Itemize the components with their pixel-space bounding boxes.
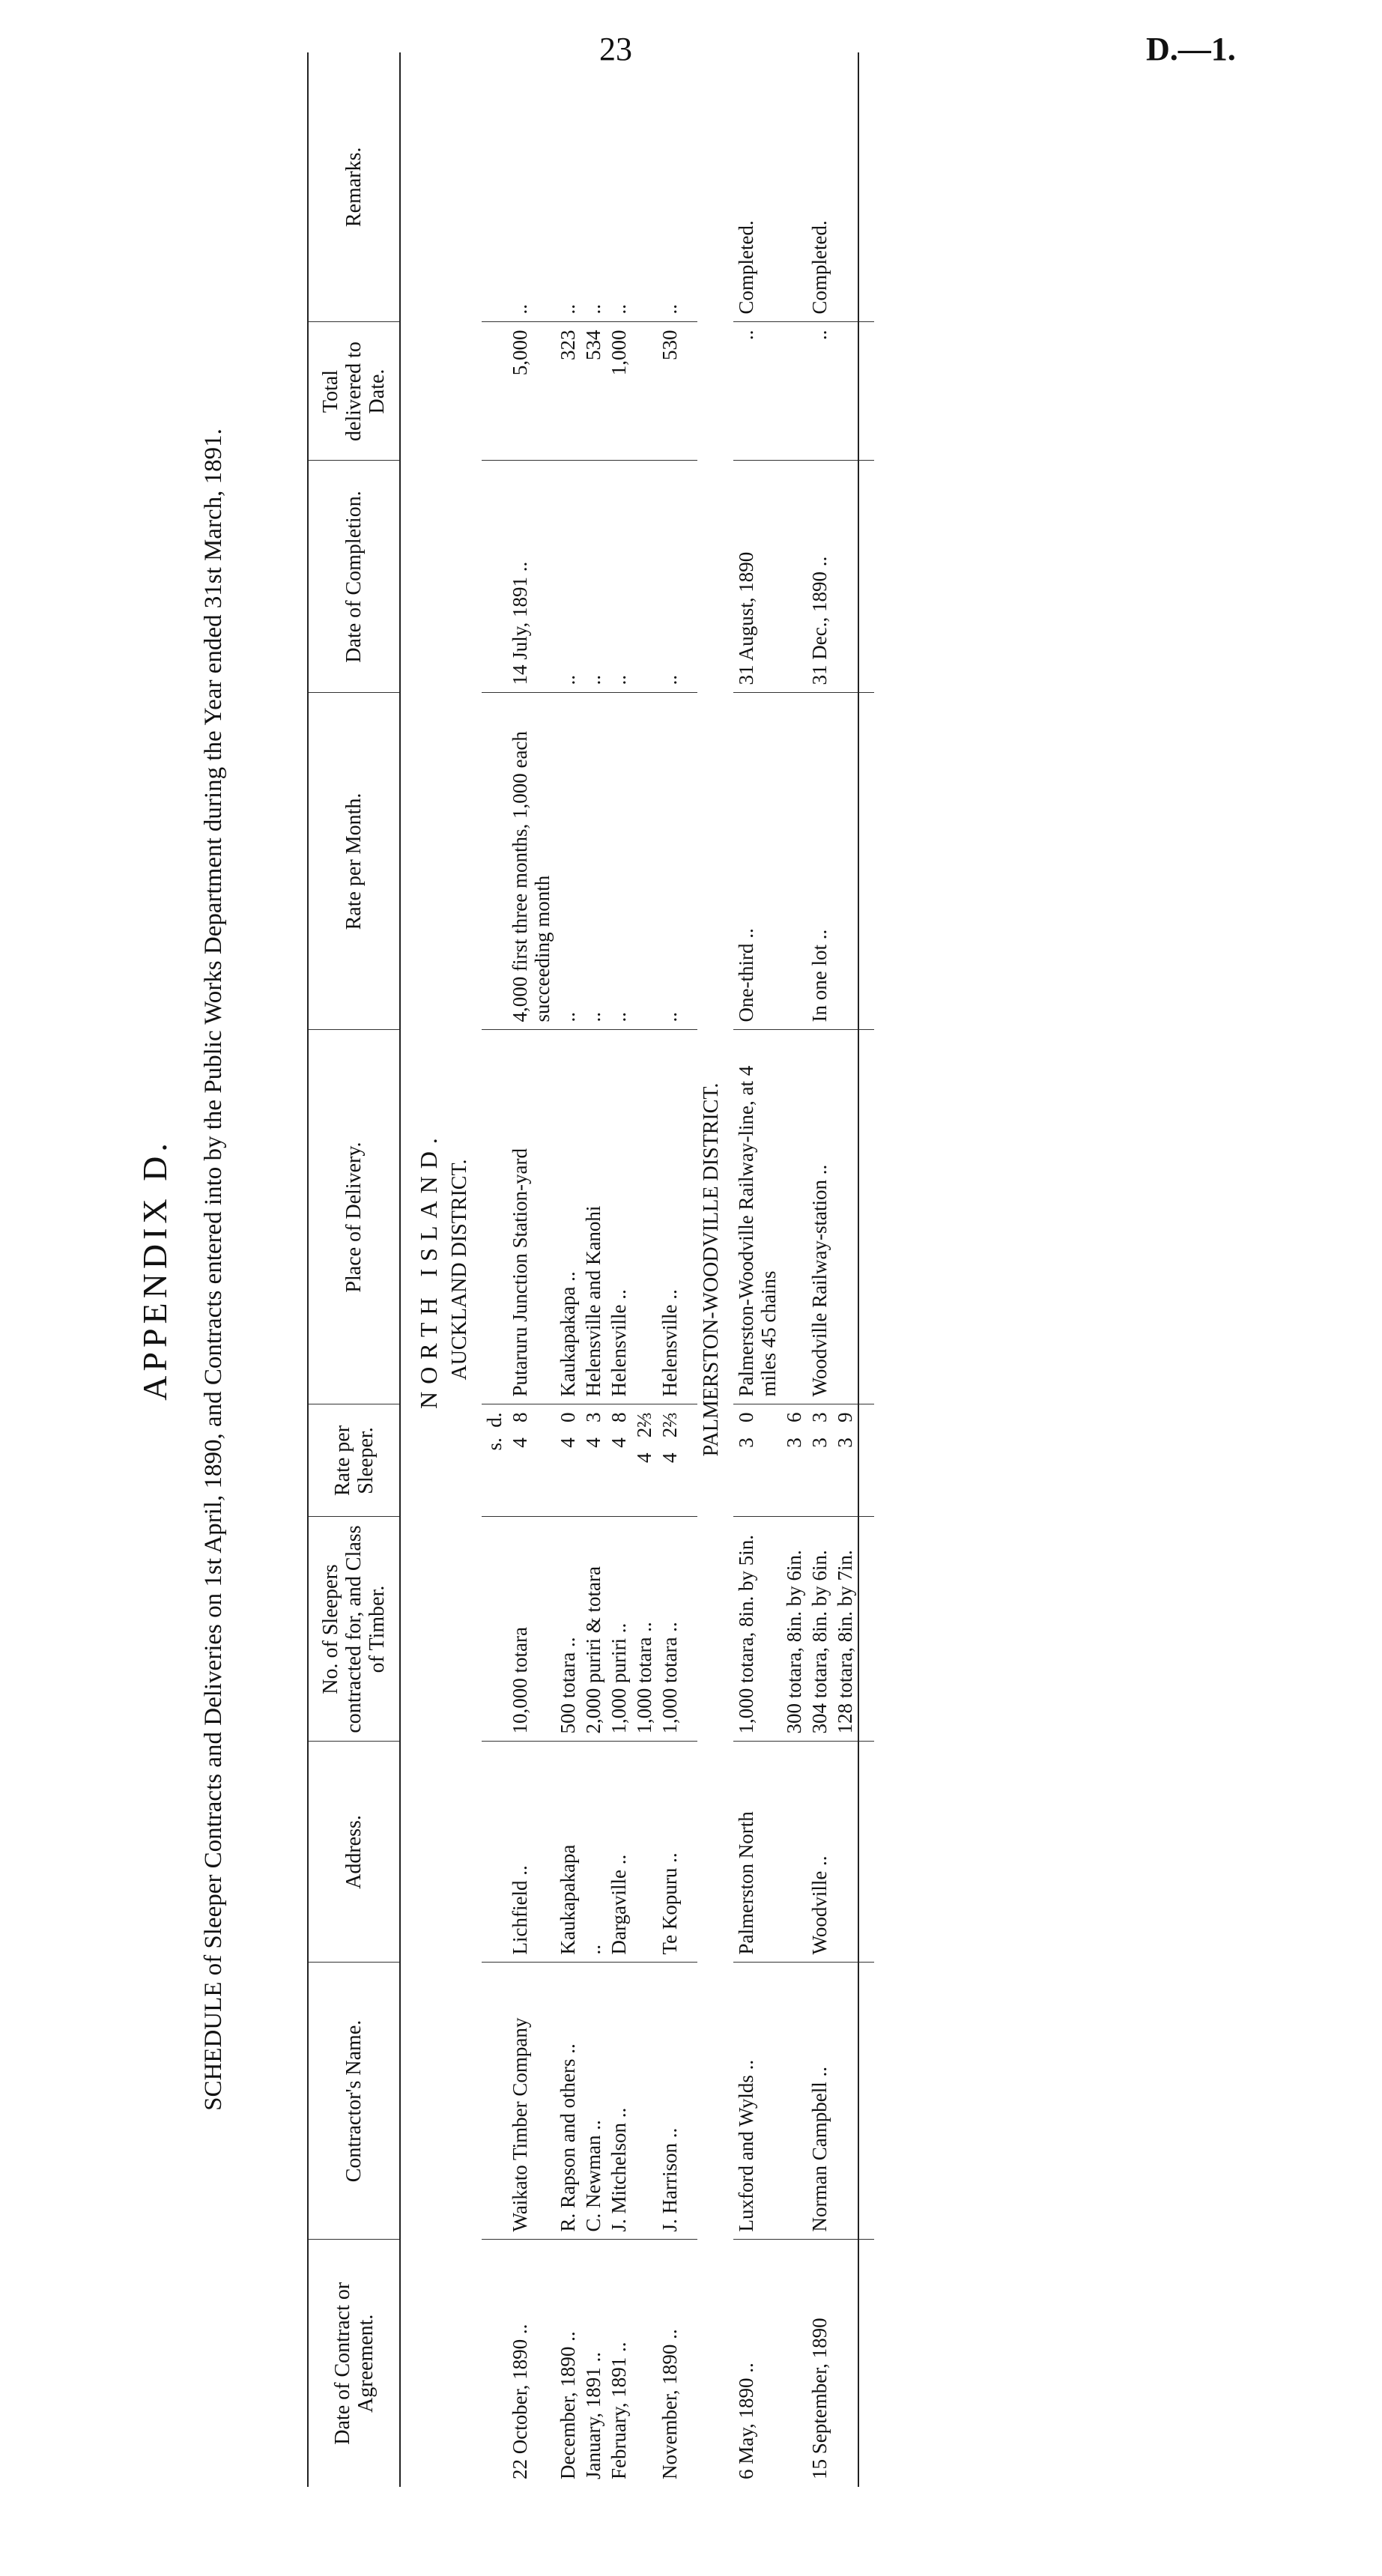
table-cell: 500 totara ..: [555, 1517, 581, 1742]
table-cell: Lichfield ..: [507, 1742, 555, 1963]
table-cell: [482, 1517, 507, 1742]
table-cell: In one lot ..: [807, 693, 832, 1030]
rotated-schedule: [135, 52, 1258, 2487]
table-cell: J. Mitchelson ..: [606, 1963, 631, 2240]
column-header: Rate per Month.: [308, 693, 400, 1030]
district-heading: [446, 52, 482, 2487]
table-cell: [781, 52, 807, 322]
table-cell: ..: [606, 52, 631, 322]
table-cell: [858, 693, 874, 1030]
table-cell: 6 May, 1890 ..: [735, 2363, 757, 2479]
table-cell: February, 1891 ..: [607, 2342, 630, 2479]
units-row: [482, 52, 507, 2487]
table-cell: Kaukapakapa: [555, 1742, 581, 1963]
table-cell: [858, 322, 874, 461]
rate-pence: 0: [735, 1412, 757, 1422]
table-cell: [781, 1963, 807, 2240]
table-cell: [832, 1404, 858, 1517]
table-cell: [781, 322, 807, 461]
page-number: 23: [599, 31, 632, 67]
district-heading: [697, 52, 733, 2487]
table-cell: [682, 693, 697, 1030]
table-cell: [482, 322, 507, 461]
table-cell: 10,000 totara: [507, 1517, 555, 1742]
table-cell: 530: [657, 322, 682, 461]
table-cell: [555, 1404, 581, 1517]
table-cell: [832, 2240, 858, 2487]
table-cell: Completed.: [807, 52, 832, 322]
table-cell: [631, 1742, 657, 1963]
table-cell: Dargaville ..: [606, 1742, 631, 1963]
table-cell: [858, 461, 874, 693]
table-cell: Helensville ..: [657, 1030, 682, 1404]
table-cell: [781, 1742, 807, 1963]
table-cell: [781, 1404, 807, 1517]
table-cell: [781, 461, 807, 693]
rate-shillings: 4: [607, 1437, 630, 1448]
table-cell: 1,000: [606, 322, 631, 461]
rate-pence: 3: [808, 1412, 831, 1422]
table-cell: [733, 1404, 781, 1517]
rate-shillings: 4: [633, 1452, 655, 1463]
table-cell: [682, 1404, 697, 1517]
column-header: Date of Contract or Agreement.: [308, 2240, 400, 2487]
table-cell: 304 totara, 8in. by 6in.: [807, 1517, 832, 1742]
table-cell: Woodville ..: [807, 1742, 832, 1963]
table-cell: 31 Dec., 1890 ..: [807, 461, 832, 693]
rate-pence: 8: [509, 1412, 531, 1422]
island-heading: [400, 52, 446, 2487]
table-cell: [631, 2240, 657, 2487]
table-cell: Norman Campbell ..: [807, 1963, 832, 2240]
table-cell: [832, 1963, 858, 2240]
table-cell: [832, 461, 858, 693]
rate-pence: 0: [557, 1412, 579, 1422]
table-row: [657, 52, 682, 2487]
spacer-row: [858, 52, 874, 2487]
unit-shillings: s.: [483, 1437, 506, 1451]
table-cell: ..: [657, 461, 682, 693]
table-cell: [682, 1030, 697, 1404]
rate-pence: 2⅔: [658, 1412, 681, 1438]
rate-shillings: 3: [735, 1437, 757, 1448]
table-cell: [682, 1742, 697, 1963]
table-cell: [482, 1963, 507, 2240]
table-row: [832, 52, 858, 2487]
table-cell: R. Rapson and others ..: [555, 1963, 581, 2240]
column-header: Place of Delivery.: [308, 1030, 400, 1404]
table-cell: Putaruru Junction Station-yard: [507, 1030, 555, 1404]
table-cell: [606, 1404, 631, 1517]
header-row: [308, 52, 400, 2487]
table-cell: 1,000 totara ..: [631, 1517, 657, 1742]
sleeper-contracts-table: [307, 52, 874, 2487]
table-cell: 300 totara, 8in. by 6in.: [781, 1517, 807, 1742]
table-cell: ..: [733, 322, 781, 461]
island-heading-label: NORTH ISLAND.: [415, 1130, 442, 1409]
table-cell: 2,000 puriri & totara: [581, 1517, 606, 1742]
table-cell: [581, 1404, 606, 1517]
rate-pence: 2⅔: [633, 1412, 655, 1438]
column-header: No. of Sleepers contracted for, and Class of Timber.: [308, 1517, 400, 1742]
unit-pence: d.: [483, 1412, 506, 1428]
table-row: [807, 52, 832, 2487]
table-cell: [781, 1030, 807, 1404]
district-heading-label: PALMERSTON-WOODVILLE DISTRICT.: [700, 1082, 723, 1457]
table-row: [581, 52, 606, 2487]
table-cell: 14 July, 1891 ..: [507, 461, 555, 693]
district-heading-label: AUCKLAND DISTRICT.: [448, 1159, 471, 1381]
table-cell: 15 September, 1890: [808, 2318, 831, 2479]
table-cell: [832, 52, 858, 322]
table-cell: [507, 1404, 555, 1517]
table-cell: 1,000 totara, 8in. by 5in.: [733, 1517, 781, 1742]
table-cell: [858, 52, 874, 322]
table-cell: [682, 461, 697, 693]
table-cell: [631, 1963, 657, 2240]
table-row: [733, 52, 781, 2487]
rate-shillings: 4: [509, 1437, 531, 1448]
table-cell: Waikato Timber Company: [507, 1963, 555, 2240]
rate-pence: 9: [834, 1412, 856, 1422]
table-cell: ..: [581, 693, 606, 1030]
table-cell: [858, 1404, 874, 1517]
table-row: [555, 52, 581, 2487]
table-cell: [858, 1030, 874, 1404]
table-cell: [482, 2240, 507, 2487]
table-cell: ..: [606, 461, 631, 693]
rate-shillings: 3: [808, 1437, 831, 1448]
table-cell: 1,000 puriri ..: [606, 1517, 631, 1742]
table-cell: [482, 1404, 507, 1517]
table-cell: [631, 1404, 657, 1517]
table-cell: 31 August, 1890: [733, 461, 781, 693]
table-cell: C. Newman ..: [581, 1963, 606, 2240]
spacer-row: [682, 52, 697, 2487]
table-cell: [682, 1517, 697, 1742]
table-cell: ..: [657, 52, 682, 322]
column-header: Rate per Sleeper.: [308, 1404, 400, 1517]
table-cell: [482, 693, 507, 1030]
table-cell: ..: [657, 693, 682, 1030]
table-cell: ..: [507, 52, 555, 322]
table-cell: 128 totara, 8in. by 7in.: [832, 1517, 858, 1742]
table-cell: [631, 322, 657, 461]
table-row: [631, 52, 657, 2487]
rate-pence: 3: [582, 1412, 604, 1422]
column-header: Remarks.: [308, 52, 400, 322]
table-cell: November, 1890 ..: [658, 2329, 681, 2479]
table-cell: [807, 1404, 832, 1517]
table-cell: January, 1891 ..: [582, 2352, 604, 2479]
table-row: [507, 52, 555, 2487]
column-header: Total delivered to Date.: [308, 322, 400, 461]
table-cell: [482, 52, 507, 322]
table-cell: ..: [606, 693, 631, 1030]
table-cell: [482, 1030, 507, 1404]
table-cell: [682, 2240, 697, 2487]
table-cell: [858, 1517, 874, 1742]
table-cell: 1,000 totara ..: [657, 1517, 682, 1742]
table-cell: 5,000: [507, 322, 555, 461]
rate-shillings: 4: [557, 1437, 579, 1448]
table-cell: Helensville ..: [606, 1030, 631, 1404]
table-cell: [631, 461, 657, 693]
table-row: [781, 52, 807, 2487]
table-cell: ..: [807, 322, 832, 461]
table-cell: [781, 693, 807, 1030]
rate-shillings: 3: [783, 1437, 805, 1448]
schedule-title: SCHEDULE of Sleeper Contracts and Deliveries on 1st April, 1890, and Contracts entered into by the Public Works Department during the Year ended 31st March, 1891.: [200, 428, 227, 2111]
rate-pence: 8: [607, 1412, 630, 1422]
table-cell: ..: [555, 461, 581, 693]
table-cell: 4,000 first three months, 1,000 each succeeding month: [507, 693, 555, 1030]
table-cell: Kaukapakapa ..: [555, 1030, 581, 1404]
table-cell: 22 October, 1890 ..: [509, 2324, 531, 2479]
table-cell: [631, 1030, 657, 1404]
table-cell: Helensville and Kanohi: [581, 1030, 606, 1404]
table-cell: Te Kopuru ..: [657, 1742, 682, 1963]
table-cell: Completed.: [733, 52, 781, 322]
table-cell: [858, 2240, 874, 2487]
table-cell: [482, 461, 507, 693]
column-header: Address.: [308, 1742, 400, 1963]
appendix-heading: APPENDIX D.: [136, 1139, 174, 1401]
table-cell: J. Harrison ..: [657, 1963, 682, 2240]
table-cell: Woodville Railway-station ..: [807, 1030, 832, 1404]
table-row: [606, 52, 631, 2487]
table-cell: [832, 1030, 858, 1404]
column-header: Date of Completion.: [308, 461, 400, 693]
table-cell: [631, 693, 657, 1030]
table-cell: 323: [555, 322, 581, 461]
rate-pence: 6: [783, 1412, 805, 1422]
table-cell: December, 1890 ..: [557, 2331, 579, 2479]
table-cell: ..: [581, 461, 606, 693]
rate-shillings: 4: [582, 1437, 604, 1448]
table-cell: Palmerston-Woodville Railway-line, at 4 miles 45 chains: [733, 1030, 781, 1404]
table-cell: ..: [581, 52, 606, 322]
table-cell: [832, 1742, 858, 1963]
table-cell: ..: [555, 52, 581, 322]
table-cell: [682, 1963, 697, 2240]
table-cell: [682, 52, 697, 322]
table-cell: [482, 1742, 507, 1963]
table-cell: 534: [581, 322, 606, 461]
table-cell: [781, 2240, 807, 2487]
table-cell: One-third ..: [733, 693, 781, 1030]
table-cell: [832, 322, 858, 461]
rate-shillings: 3: [834, 1437, 856, 1448]
table-cell: [858, 1963, 874, 2240]
table-cell: [631, 52, 657, 322]
table-cell: [682, 322, 697, 461]
table-cell: [832, 693, 858, 1030]
document-code: D.—1.: [1146, 31, 1236, 67]
table-cell: [858, 1742, 874, 1963]
table-cell: ..: [555, 693, 581, 1030]
column-header: Contractor's Name.: [308, 1963, 400, 2240]
table-cell: ..: [581, 1742, 606, 1963]
table-cell: Palmerston North: [733, 1742, 781, 1963]
table-cell: Luxford and Wylds ..: [733, 1963, 781, 2240]
table-cell: [657, 1404, 682, 1517]
rate-shillings: 4: [658, 1452, 681, 1463]
